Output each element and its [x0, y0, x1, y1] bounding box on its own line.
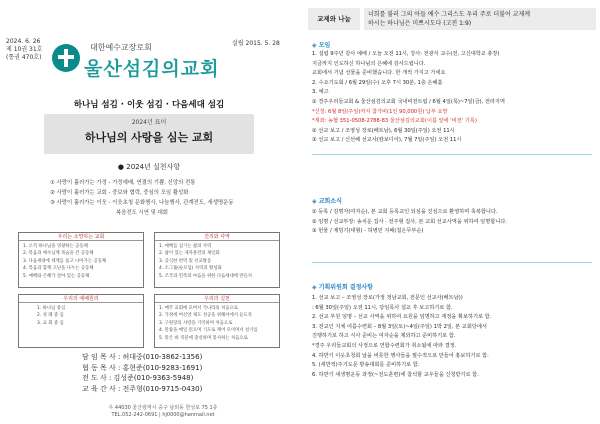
council-body: [312, 294, 596, 380]
issue-meta: [6, 38, 42, 62]
plan-list: [50, 178, 270, 218]
notices-title: ◈ 모임: [312, 42, 331, 49]
cross-logo-icon: [52, 44, 80, 72]
denomination: 대한예수교장로회: [90, 43, 152, 52]
notice-line: 1. 설립 9주년 감사 예배 / 오늘 오전 11시, 강사: 전광식 교수(전, 고신대학교 총장): [312, 51, 500, 57]
staff-list: [82, 352, 232, 394]
share-label: 교제와 나눔: [308, 8, 360, 30]
council-line: 2. 선교 부원 임명 – 선교 사역을 위하여 요원을 임명하고 재정을 확보하기로 함.: [312, 314, 492, 321]
notice-line: ③ 선교 보고 / 신선혜 선교사(캄보디아), 7월 7일(주일) 오전 11시: [312, 137, 462, 144]
motto-text: 하나님의 사랑을 심는 교회: [84, 131, 214, 144]
news-line: ② 임명 / 선교부장: 송치운 집사 · 전주형 집사, 본 교회 선교사역을 위하여 임명합니다.: [312, 218, 507, 225]
box-line: 4. 말씀을 매일 읽으며 기도로 깨어 모이며서 살기를: [159, 328, 258, 334]
box-line: 2. 가정에 여신앙 제도 성공을 위해서에서 듣도록: [159, 313, 253, 319]
box-line: 1. 오직 하나님을 영광하는 공동체: [23, 244, 88, 249]
box-line: 1. 하나님 중심: [37, 306, 66, 311]
motto-box: [44, 114, 254, 154]
ministry-box: [154, 232, 280, 288]
worship-box: [18, 294, 144, 348]
practice-box: [154, 294, 280, 348]
box-title: 우리의 실천: [155, 295, 279, 303]
share-verse: [364, 8, 596, 30]
council-line: : 6월 30일(주일) 오전 11시, 당임목사 설교 후 보고하기로 함.: [312, 304, 453, 311]
box-line: 4. 소그룹(순모임) 사역의 활성화: [159, 266, 222, 272]
staff-item: 교 육 간 사 : 전주형(010-9715-0430): [82, 384, 203, 393]
notice-line: ② 선교 보고 / 조영성 장로(베트남), 6월 30일(주일) 오전 11시: [312, 127, 455, 134]
council-line: 1. 선교 보고 – 조영성 장로(가정 정남교회, 전문인 선교사(베트남)): [312, 295, 463, 301]
church-name: 울산섬김의교회: [84, 58, 220, 80]
plan-item: ② 사랑이 흘러가는 교회 - 중보와 협력, 중심의 모임 활성화: [50, 190, 189, 196]
notice-line: *신청: 6월 8일(주일)까지 참가비(1인 90,000원) 납부 요망: [312, 108, 448, 115]
box-line: 3. 교 회 중 심: [37, 320, 64, 326]
church-header: [52, 34, 242, 94]
news-line: ① 등록 / 김명자(여자순), 본 교회 등록교인 되심을 진심으로 환영하며 축복합니다.: [312, 209, 498, 215]
plan-item: 복음전도 시연 및 대회: [116, 210, 169, 216]
address-line: 우 44030 울산광역시 중구 남외동 한성로 75 1층: [108, 405, 218, 411]
box-line: 5. 조국과 민족의 마음을 위한 다음세대에 만들자: [159, 273, 253, 279]
notice-line: *계좌: 농협 351-0508-2788-83 울산섬김의교회(이름 앞에 '비전' 기록): [312, 118, 477, 125]
notice-line: 3. 예고: [312, 89, 329, 96]
box-title: 진리와 사역: [155, 233, 279, 241]
values-grid: [18, 232, 280, 348]
box-line: 3. 구원장의 사랑을 기억하며 처음으로: [159, 320, 233, 326]
notice-line: 교회에서 기념 선물을 준비했습니다. 한 개씩 가지고 가세요: [312, 70, 446, 77]
staff-item: 전 도 사 : 김성준(010-9363-5948): [82, 374, 194, 382]
notice-line: 2. 수요기도회 / 6월 29일(수) 오후 7시 30분, 1층 은혜홀: [312, 79, 443, 86]
box-line: 4. 복음과 함께 고난을 나누는 공동체: [23, 266, 94, 272]
news-body: [312, 208, 596, 237]
fellowship-verse: [308, 8, 596, 30]
verse-line: 너희를 불러 그의 아들 예수 그리스도 우리 주로 더불어 교제케: [368, 11, 531, 18]
council-line: 4. 하반기 이웃초청회 날을 비롯한 행사들을 필수적으로 만들어 홍보하기로 함.: [312, 352, 489, 359]
issue-date: 2024. 6. 26: [6, 38, 41, 45]
box-line: 2. 삶이 있는 제자훈련의 제일화: [159, 251, 220, 257]
church-slogan: 하나님 섬김 · 이웃 섬김 · 다음세대 섬김: [73, 100, 225, 110]
staff-item: 담 임 목 사 : 허대중(010-3862-1356): [82, 353, 203, 361]
box-line: 3. 공식한 번역 및 선교활동: [159, 258, 212, 264]
news-line: ③ 헌물 / 제빙기(대형) - 허병민 지배(첨은무부순): [312, 228, 424, 235]
council-line: 5. (세반적)주기도문 방송대회를 준비하기로 함.: [312, 362, 420, 369]
issue-number: (통권 470호): [6, 54, 42, 61]
contact-line: TEL.052-242-0691 | hj0000@hanmail.net: [111, 412, 215, 418]
council-line: 6. 하반기 새생명운동 과정(~전도훈련)에 참석할 교우들을 신청받기로 함.: [312, 371, 479, 378]
notices-body: [312, 50, 596, 146]
box-title: 우리의 예배원리: [19, 295, 143, 303]
plan-item: ① 사랑이 흘러가는 가정 - 가정예배, 연결의 기쁨, 신앙의 전통: [50, 180, 196, 186]
box-title: 우리는 소망하는 교회: [19, 233, 143, 241]
church-address: [68, 405, 258, 419]
council-line: 3. 전교인 지체 여름수련회 – 8월 3일(토)~4일(주일) 1박 2일, 본 교회당에서: [312, 323, 487, 330]
verse-line: 하시는 하나님은 미쁘시도다 (고전 1:9): [368, 20, 472, 27]
notice-line: ① 경주우리들교회 & 울산섬김의교회 국내비전트립 / 6월 4일(목)~7일(금), 전라지역: [312, 98, 505, 105]
box-line: 3. 다음세대에 세계를 품고 나아가는 공동체: [23, 258, 107, 264]
notice-line: 지금까지 인도하신 하나님의 은혜에 감사드립니다.: [312, 60, 426, 67]
section-divider: [312, 262, 592, 263]
box-line: 1. 매주 교회에 모여서 가나라의 처음으로: [159, 306, 239, 311]
staff-item: 협 동 목 사 : 홍현준(010-9283-1691): [82, 363, 203, 372]
box-line: 5. 맡은 바 직분에 충실하며 봉사하는 처음으로: [159, 335, 248, 341]
section-divider: [312, 154, 592, 155]
news-title: ◈ 교회소식: [312, 198, 342, 205]
founded-date: 설립 2015. 5. 28: [232, 40, 280, 47]
motto-year: 2024년 표어: [131, 119, 167, 126]
council-line: *경주 우리들교회의 사정으로 연합수련회가 취소됨에 따라 결정.: [312, 342, 457, 349]
box-line: 2. 복음과 예수님께 목숨을 건 공동체: [23, 251, 94, 257]
council-title: ◈ 기획위원회 결정사항: [312, 284, 373, 291]
issue-volume: 제 10권 31호: [6, 46, 43, 53]
left-panel: [4, 30, 294, 424]
plan-item: ③ 사랑이 흘러가는 이웃 - 이웃초청 문화행사, 나눔행사, 관계전도, 새생명운동: [50, 200, 234, 206]
vision-box: [18, 232, 144, 288]
plan-title: ● 2024년 실천사항: [117, 163, 181, 171]
council-line: 진행하기로 하고 식사 준비는 여자순을 제외하고 준비하기로 함.: [312, 333, 456, 340]
box-line: 1. 예배를 섬기는 삶의 사역: [159, 244, 212, 249]
box-line: 2. 성 례 중 심: [37, 313, 64, 319]
box-line: 5. 예배와 은혜가 살아 있는 공동체: [23, 273, 90, 279]
right-panel: [300, 0, 596, 424]
